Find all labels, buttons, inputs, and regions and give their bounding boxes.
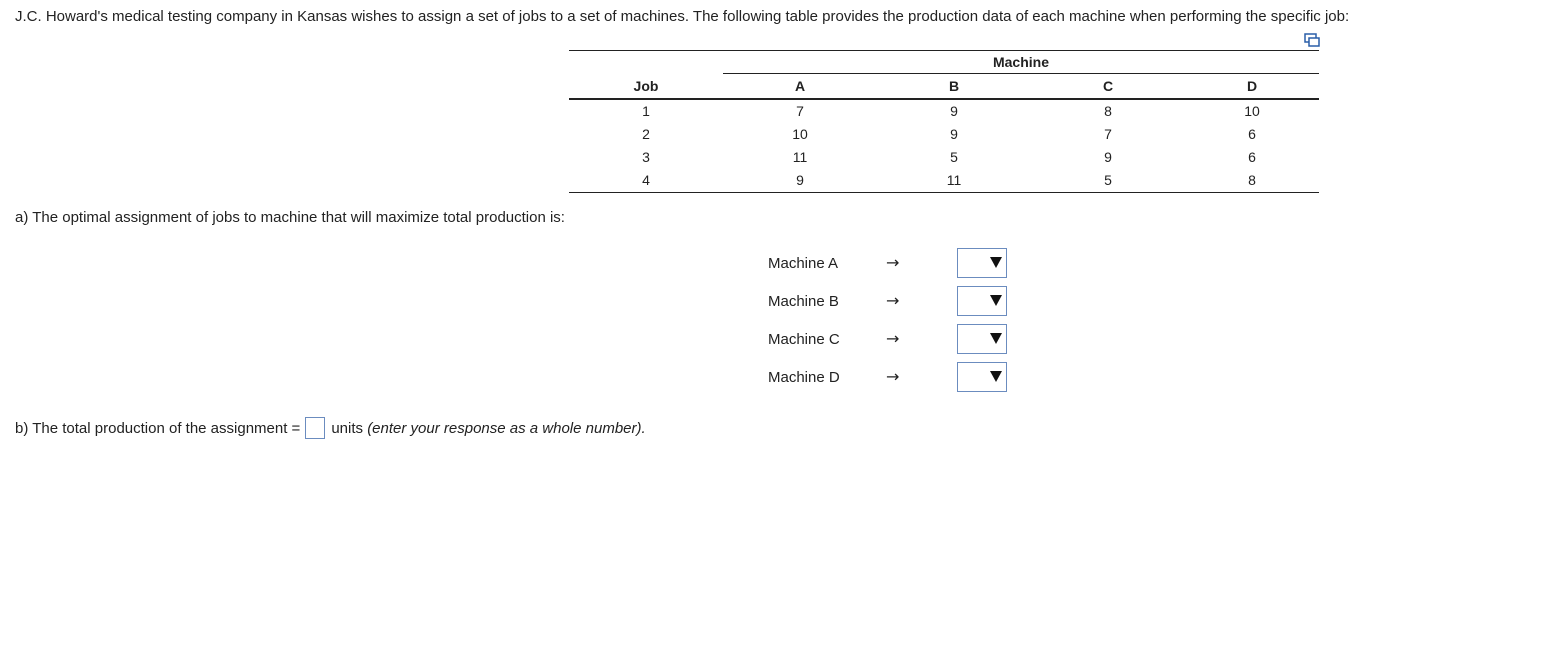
job-column-header: Job — [633, 78, 659, 94]
part-b-question — [15, 417, 646, 439]
right-arrow-icon: → — [886, 329, 900, 348]
right-arrow-icon: → — [886, 291, 900, 310]
assignment-row-machine-a — [768, 248, 1028, 280]
table-cell: 9 — [950, 126, 958, 142]
table-cell: 5 — [950, 149, 958, 165]
machine-d-header: D — [1246, 78, 1258, 94]
units-label: units — [331, 419, 364, 437]
entry-hint: (enter your response as a whole number). — [367, 419, 646, 437]
job-cell: 4 — [642, 172, 650, 188]
part-a-question: a) The optimal assignment of jobs to machine that will maximize total production is: — [15, 209, 565, 226]
machine-a-header: A — [794, 78, 806, 94]
assignment-row-machine-c — [768, 324, 1028, 356]
job-cell: 1 — [642, 103, 650, 119]
table-cell: 8 — [1104, 103, 1112, 119]
machine-c-header: C — [1102, 78, 1114, 94]
right-arrow-icon: → — [886, 253, 900, 272]
table-cell: 10 — [1244, 103, 1260, 119]
job-select-machine-b[interactable] — [957, 286, 1007, 316]
table-cell: 5 — [1104, 172, 1112, 188]
dropdown-arrow-icon[interactable] — [990, 295, 1002, 306]
machine-b-header: B — [948, 78, 960, 94]
right-arrow-icon: → — [886, 367, 900, 386]
table-cell: 7 — [1104, 126, 1112, 142]
table-cell: 11 — [792, 149, 808, 165]
table-cell: 9 — [796, 172, 804, 188]
assignment-row-machine-b — [768, 286, 1028, 318]
total-production-input[interactable] — [305, 417, 325, 439]
assignment-label: Machine B — [768, 293, 839, 310]
assignment-label: Machine A — [768, 255, 839, 272]
table-cell: 6 — [1248, 149, 1256, 165]
table-cell: 8 — [1248, 172, 1256, 188]
job-select-machine-a[interactable] — [957, 248, 1007, 278]
machine-group-header: Machine — [992, 54, 1049, 70]
job-select-machine-c[interactable] — [957, 324, 1007, 354]
assignment-label: Machine C — [768, 331, 840, 348]
dropdown-arrow-icon[interactable] — [990, 333, 1002, 344]
table-cell: 9 — [950, 103, 958, 119]
question-prompt: J.C. Howard's medical testing company in Kansas wishes to assign a set of jobs to a set of machines. The following table provides the production data of each machine when performing the specific job: — [15, 8, 1350, 25]
job-cell: 3 — [642, 149, 650, 165]
dropdown-arrow-icon[interactable] — [990, 257, 1002, 268]
job-cell: 2 — [642, 126, 650, 142]
table-cell: 6 — [1248, 126, 1256, 142]
assignment-row-machine-d — [768, 362, 1028, 394]
copy-table-icon[interactable] — [1304, 33, 1320, 47]
assignment-label: Machine D — [768, 369, 840, 386]
table-cell: 11 — [946, 172, 962, 188]
dropdown-arrow-icon[interactable] — [990, 371, 1002, 382]
job-select-machine-d[interactable] — [957, 362, 1007, 392]
table-cell: 10 — [792, 126, 808, 142]
table-cell: 9 — [1104, 149, 1112, 165]
table-cell: 7 — [796, 103, 804, 119]
part-b-prefix: b) The total production of the assignment = — [15, 419, 301, 437]
